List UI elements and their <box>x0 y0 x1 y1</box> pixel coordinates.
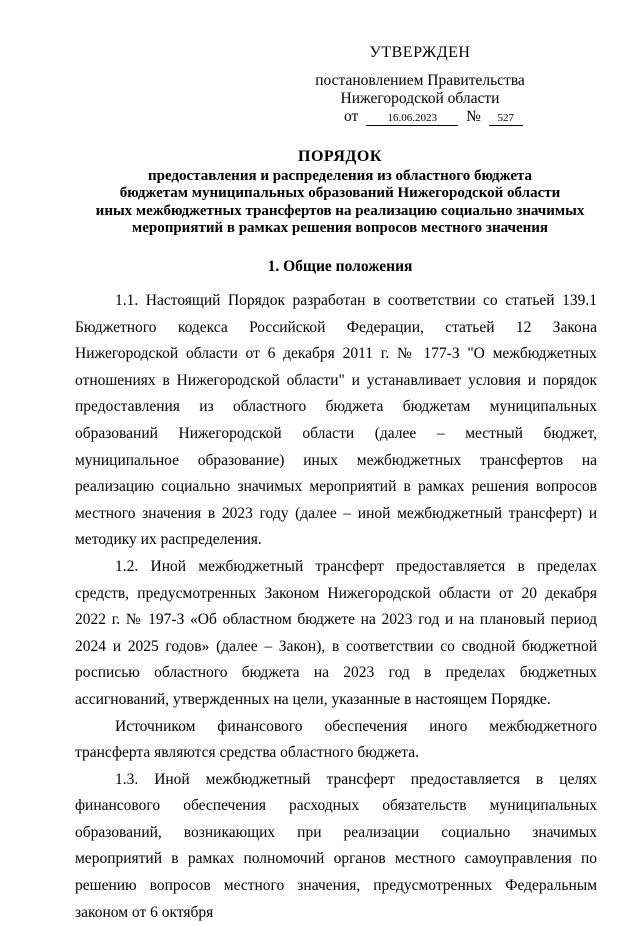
paragraph-1-2: 1.2. Иной межбюджетный трансферт предоставляется в пределах средств, предусмотренных Законом Нижегородской области от 20 декабря 2022 г. № 197-З «Об областном бюджете на 2023 год и на плановый период 2024 и 2025 годов» (далее – Закон), в соответствии со сводной бюджетной росписью областного бюджета на 2023 год в пределах бюджетных ассигнований, утвержденных на цели, указанные в настоящем Порядке. <box>75 557 597 708</box>
number-prefix: № <box>466 108 481 125</box>
approval-date: 16.06.2023 <box>366 111 458 126</box>
paragraph-1-1: 1.1. Настоящий Порядок разработан в соответствии со статьей 139.1 Бюджетного кодекса Российской Федерации, статьей 12 Закона Нижегородской области от 6 декабря 2011 г. № 177-З "О межбюджетных отношениях в Нижегородской области" и устанавливает условия и порядок предоставления из областного бюджета бюджетам муниципальных образований Нижегородской области (далее – местный бюджет, муниципальное образование) иных межбюджетных трансфертов на реализацию социально значимых мероприятий в рамках решения вопросов местного значения в 2023 году (далее – иной межбюджетный трансферт) и методику их распределения. <box>75 292 597 549</box>
approval-heading: УТВЕРЖДЕН <box>369 44 471 61</box>
title-line: предоставления и распределения из областного бюджета <box>147 167 533 184</box>
approval-block <box>300 44 540 108</box>
approval-date-row <box>344 108 523 126</box>
approval-line-2: Нижегородской области <box>340 90 500 107</box>
body-text <box>75 288 597 926</box>
title-line: иных межбюджетных трансфертов на реализацию социально значимых <box>95 202 585 219</box>
date-prefix: от <box>344 108 359 125</box>
approval-line-1: постановлением Правительства <box>315 72 525 89</box>
title-main: ПОРЯДОК <box>298 148 382 165</box>
approval-number: 527 <box>489 111 523 126</box>
title-line: мероприятий в рамках решения вопросов местного значения <box>131 220 549 236</box>
title-line: бюджетам муниципальных образований Нижегородской области <box>119 185 561 201</box>
paragraph-1-3: 1.3. Иной межбюджетный трансферт предоставляется в целях финансового обеспечения расходных обязательств муниципальных образований, возникающих при реализации социально значимых мероприятий в рамках полномочий органов местного самоуправления по решению вопросов местного значения, предусмотренных Федеральным законом от 6 октября <box>75 770 597 921</box>
paragraph-funding-source: Источником финансового обеспечения иного межбюджетного трансферта являются средства областного бюджета. <box>75 717 597 762</box>
section-heading: 1. Общие положения <box>267 258 413 275</box>
document-title <box>70 148 610 238</box>
